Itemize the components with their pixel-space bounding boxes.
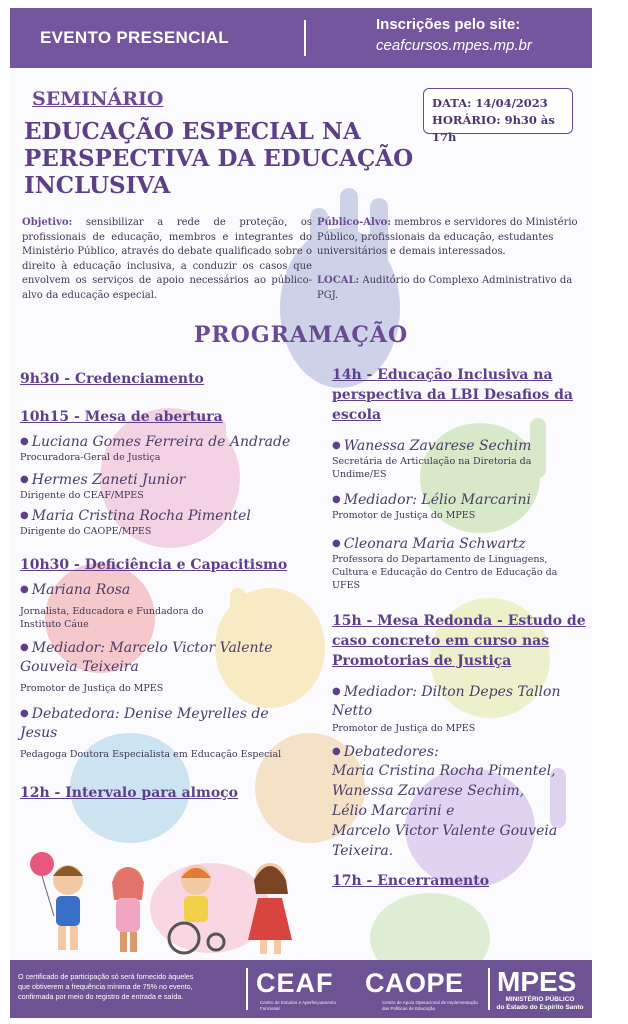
certificate-line: confirmada por meio do registro de entrada e saída. — [18, 992, 184, 1001]
speaker-role: Secretária de Articulação na Diretoria da — [332, 456, 532, 467]
debaters-label: ● Debatedores: — [332, 742, 439, 762]
location-paragraph — [317, 274, 587, 303]
event-poster — [10, 8, 592, 1018]
session-heading: perspectiva da LBI Desafios da — [332, 387, 574, 403]
caope-logo: CAOPE — [365, 968, 464, 998]
speaker-name: ● Debatedora: Denise Meyrelles de — [20, 704, 269, 724]
session-heading: 15h - Mesa Redonda - Estudo de — [332, 613, 586, 629]
speaker-role: Dirigente do CEAF/MPES — [20, 490, 144, 501]
session-heading: 10h15 - Mesa de abertura — [20, 409, 223, 425]
speaker-name: ● Mediador: Lélio Marcarini — [332, 490, 531, 510]
audience-paragraph — [317, 216, 587, 260]
speaker-role: Promotor de Justiça do MPES — [20, 683, 164, 694]
footer-divider — [246, 968, 248, 1010]
session-heading: 12h - Intervalo para almoço — [20, 785, 239, 801]
speaker-role: Cultura e Educação do Centro de Educação da — [332, 567, 558, 578]
speaker-role: Instituto Cáue — [20, 619, 89, 630]
speaker-role: UFES — [332, 580, 361, 591]
speaker-name: ● Cleonara Maria Schwartz — [332, 534, 526, 554]
certificate-notice — [18, 972, 243, 1002]
registration-site-link[interactable]: ceafcursos.mpes.mp.br — [376, 37, 532, 54]
ceaf-logo-subtitle: Centro de Estudos e Aperfeiçoamento Funcional — [260, 1000, 337, 1011]
session-heading: 9h30 - Credenciamento — [20, 371, 204, 387]
caope-logo-subtitle: Centro de Apoio Operacional de Implementação das Políticas de Educação — [382, 1000, 479, 1011]
speaker-role: Jornalista, Educadora e Fundadora do — [20, 606, 204, 617]
speaker-role: Professora do Departamento de Linguagens, — [332, 554, 548, 565]
certificate-line: O certificado de participação só será fornecido àqueles — [18, 972, 194, 981]
speaker-name-cont: Netto — [332, 703, 373, 719]
objective-paragraph — [22, 216, 312, 303]
speaker-role: Undime/ES — [332, 469, 387, 480]
mpes-logo: MPES — [497, 966, 577, 997]
mpes-subtitle-line: MINISTÉRIO PÚBLICO — [505, 996, 575, 1003]
debater-name: Lélio Marcarini e — [332, 803, 455, 819]
speaker-role: Promotor de Justiça do MPES — [332, 510, 476, 521]
event-title — [24, 118, 434, 199]
children-illustration — [24, 850, 324, 958]
speaker-name-cont: Gouveia Teixeira — [20, 659, 139, 675]
top-banner — [10, 8, 592, 68]
ceaf-logo: CEAF — [256, 968, 334, 998]
speaker-role: Promotor de Justiça do MPES — [332, 723, 476, 734]
speaker-name: ● Hermes Zaneti Junior — [20, 470, 185, 490]
objective-label: Objetivo: — [22, 217, 73, 228]
location-label: LOCAL: — [317, 275, 360, 286]
debater-name: Teixeira. — [332, 843, 394, 859]
speaker-name: ● Maria Cristina Rocha Pimentel — [20, 506, 251, 526]
speaker-name: ● Wanessa Zavarese Sechim — [332, 436, 531, 456]
speaker-name: ● Mediador: Dilton Depes Tallon — [332, 682, 560, 702]
footer-divider — [488, 968, 490, 1010]
session-heading: 14h - Educação Inclusiva na — [332, 367, 553, 383]
seminar-label: SEMINÁRIO — [32, 88, 164, 110]
speaker-name: ● Mariana Rosa — [20, 580, 130, 600]
session-heading: Promotorias de Justiça — [332, 653, 512, 669]
footer-bar — [10, 960, 592, 1018]
speaker-name-cont: Jesus — [20, 725, 58, 741]
date-box — [423, 88, 573, 144]
session-heading: 17h - Encerramento — [332, 873, 490, 889]
debater-name: Maria Cristina Rocha Pimentel, — [332, 763, 556, 779]
audience-label: Público-Alvo: — [317, 217, 392, 228]
session-heading: 10h30 - Deficiência e Capacitismo — [20, 557, 288, 573]
speaker-name: ● Luciana Gomes Ferreira de Andrade — [20, 432, 290, 452]
mpes-subtitle-line: do Estado do Espírito Santo — [496, 1003, 584, 1011]
location-text: Auditório do Complexo Administrativo da PGJ. — [317, 275, 573, 301]
mpes-logo-subtitle — [494, 996, 586, 1011]
objective-text: sensibilizar a rede de proteção, os profissionais de educação, membros e integrantes do Ministério Público, através do debate qualificado sobre o direito à educação inclusiva, a conduzir os casos que envolvem os serviços de apoio necessários ao público-alvo da educação especial. — [22, 217, 312, 301]
speaker-role: Pedagoga Doutora Especialista em Educação Especial — [20, 749, 282, 760]
speaker-role: Dirigente do CAOPE/MPES — [20, 526, 152, 537]
title-line: INCLUSIVA — [24, 172, 171, 199]
title-line: EDUCAÇÃO ESPECIAL NA — [24, 118, 361, 145]
debater-name: Wanessa Zavarese Sechim, — [332, 783, 525, 799]
event-time: HORÁRIO: 9h30 às 17h — [432, 113, 555, 144]
session-heading: escola — [332, 407, 382, 423]
event-date: DATA: 14/04/2023 — [432, 96, 548, 110]
speaker-role: Procuradora-Geral de Justiça — [20, 452, 161, 463]
program-title: PROGRAMAÇÃO — [193, 322, 409, 348]
audience-text: membros e servidores do Ministério Público, profissionais da educação, estudantes universitários e demais interessados. — [317, 217, 578, 257]
speaker-name: ● Mediador: Marcelo Victor Valente — [20, 638, 273, 658]
event-type-label: EVENTO PRESENCIAL — [40, 28, 229, 47]
banner-divider — [304, 20, 306, 56]
debater-name: Marcelo Victor Valente Gouveia — [332, 823, 558, 839]
registration-label: Inscrições pelo site: — [376, 16, 521, 33]
title-line: PERSPECTIVA DA EDUCAÇÃO — [24, 145, 414, 172]
certificate-line: que obtiverem a frequência mínima de 75% no evento, — [18, 982, 193, 991]
session-heading: caso concreto em curso nas — [332, 633, 550, 649]
